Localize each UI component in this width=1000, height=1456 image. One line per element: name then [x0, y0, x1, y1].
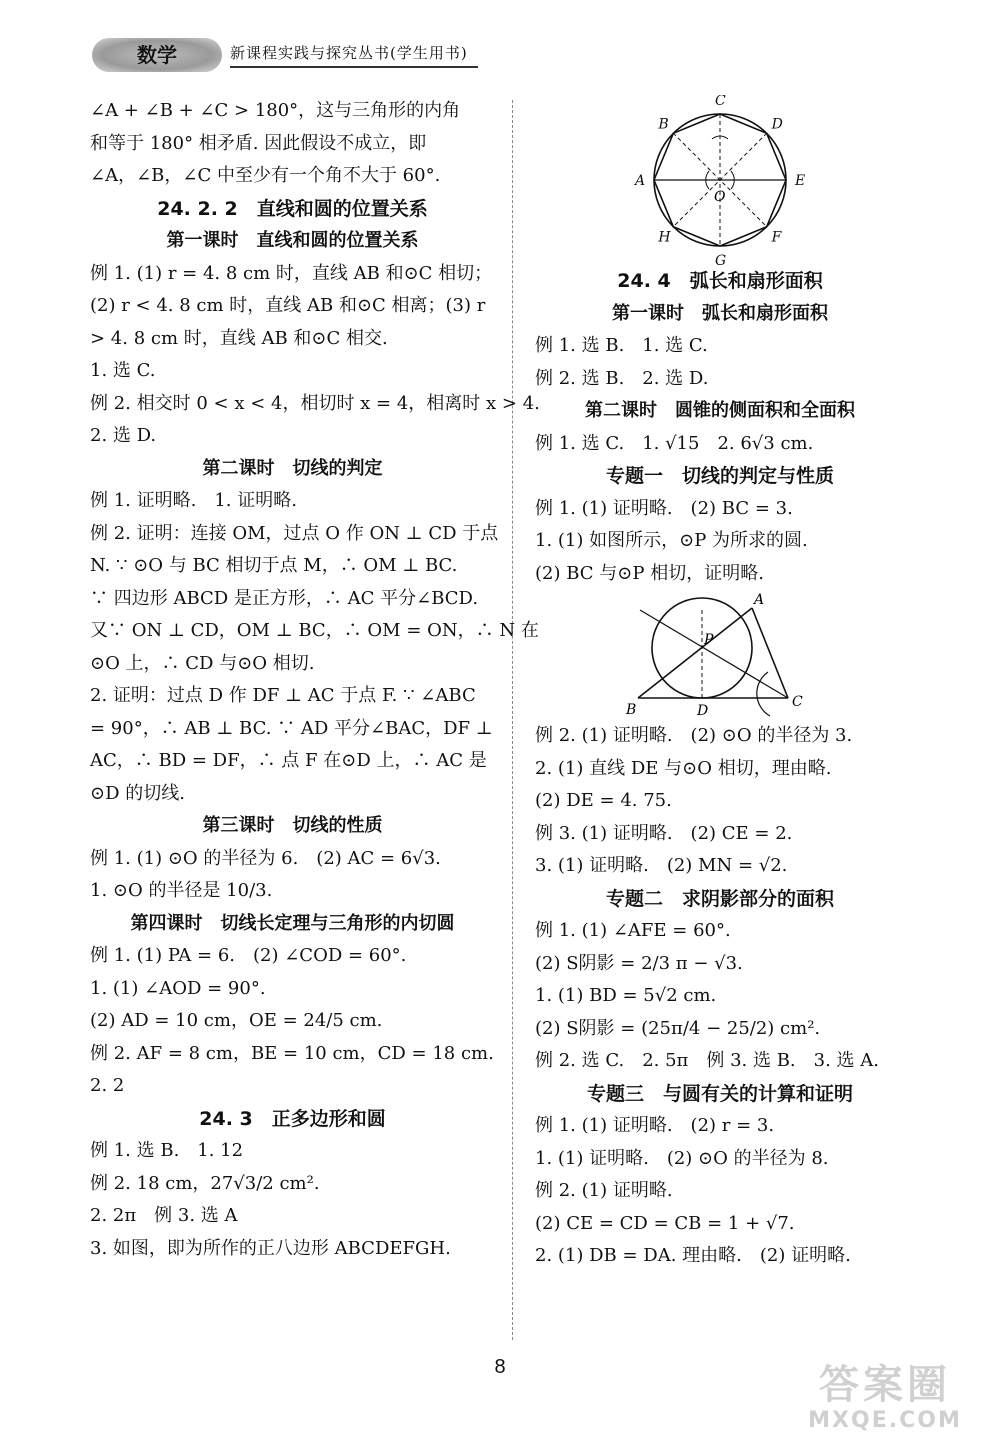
text-line: 1. (1) 如图所示，⊙P 为所求的圆.: [535, 530, 808, 551]
text-line: (2) S阴影 = (25π/4 − 25/2) cm².: [535, 1017, 821, 1039]
page-header: [92, 38, 482, 72]
label-b: B: [626, 702, 637, 718]
text-line: 例 1. (1) r = 4. 8 cm 时，直线 AB 和⊙C 相切；: [90, 262, 493, 284]
text-line: 2. 2π 例 3. 选 A: [90, 1205, 238, 1226]
text-line: (2) CE = CD = CB = 1 + √7.: [535, 1212, 795, 1234]
text-line: 1. (1) 证明略. (2) ⊙O 的半径为 8.: [535, 1147, 829, 1169]
text-line: 又∵ ON ⊥ CD，OM ⊥ BC，∴ OM = ON，∴ N 在: [90, 620, 539, 641]
text-line: 例 2. 选 C. 2. 5π 例 3. 选 B. 3. 选 A.: [535, 1050, 879, 1071]
topic-heading: 专题三 与圆有关的计算和证明: [586, 1082, 853, 1105]
vertex-label: A: [635, 173, 646, 189]
text-line: ⊙O 上，∴ CD 与⊙O 相切.: [90, 652, 315, 674]
text-line: ∠A + ∠B + ∠C > 180°，这与三角形的内角: [90, 100, 461, 121]
text-line: 例 1. (1) PA = 6. (2) ∠COD = 60°.: [90, 945, 407, 966]
text-line: 例 1. 选 C. 1. √15 2. 6√3 cm.: [535, 432, 814, 454]
left-column: [90, 95, 540, 1265]
vertex-label: G: [715, 253, 727, 265]
label-c: C: [792, 694, 803, 710]
topic-heading: 专题二 求阴影部分的面积: [605, 887, 834, 910]
page-number: 8: [494, 1356, 506, 1378]
watermark-site: MXQE.COM: [808, 1408, 962, 1433]
watermark: [790, 1362, 980, 1442]
text-line: (2) r < 4. 8 cm 时，直线 AB 和⊙C 相离；(3) r: [90, 295, 486, 316]
section-heading: 24. 4 弧长和扇形面积: [617, 270, 823, 292]
lesson-heading: 第二课时 圆锥的侧面积和全面积: [585, 400, 855, 421]
label-d: D: [697, 703, 709, 719]
text-line: 例 2. 选 B. 2. 选 D.: [535, 367, 709, 389]
series-title: 新课程实践与探究丛书(学生用书): [230, 40, 478, 68]
lesson-heading: 第二课时 切线的判定: [202, 457, 383, 479]
text-line: = 90°，∴ AB ⊥ BC. ∵ AD 平分∠BAC，DF ⊥: [90, 717, 493, 739]
lesson-heading: 第一课时 直线和圆的位置关系: [166, 230, 419, 251]
text-line: 例 2. (1) 证明略. (2) ⊙O 的半径为 3.: [535, 725, 853, 746]
center-label: O: [714, 189, 726, 205]
label-p: P: [704, 632, 714, 648]
lesson-heading: 第四课时 切线长定理与三角形的内切圆: [130, 912, 455, 934]
section-heading: 24. 3 正多边形和圆: [199, 1107, 386, 1130]
label-a: A: [754, 592, 765, 608]
text-line: 例 1. 选 B. 1. 12: [90, 1140, 244, 1161]
text-line: 例 2. 18 cm，27√3/2 cm².: [90, 1172, 320, 1194]
text-line: 例 1. (1) 证明略. (2) BC = 3.: [535, 497, 793, 519]
text-line: 1. (1) ∠AOD = 90°.: [90, 977, 266, 999]
text-line: 3. (1) 证明略. (2) MN = √2.: [535, 855, 788, 876]
topic-heading: 专题一 切线的判定与性质: [605, 465, 834, 487]
text-line: 例 1. 选 B. 1. 选 C.: [535, 335, 708, 356]
lesson-heading: 第三课时 切线的性质: [202, 815, 383, 836]
text-line: (2) S阴影 = 2/3 π − √3.: [535, 952, 743, 974]
octagon-figure: [630, 95, 810, 265]
subject-badge: 数学: [92, 38, 222, 72]
text-line: N. ∵ ⊙O 与 BC 相切于点 M，∴ OM ⊥ BC.: [90, 555, 458, 576]
text-line: ∵ 四边形 ABCD 是正方形，∴ AC 平分∠BCD.: [90, 587, 479, 609]
compass-arc: [757, 672, 770, 716]
text-line: 2. 证明：过点 D 作 DF ⊥ AC 于点 F. ∵ ∠ABC: [90, 685, 476, 706]
segment-ac: [752, 608, 788, 698]
text-line: 例 1. 证明略. 1. 证明略.: [90, 490, 297, 511]
watermark-logo: 答案圈: [819, 1362, 951, 1408]
text-line: 2. 2: [90, 1075, 125, 1096]
text-line: AC，∴ BD = DF，∴ 点 F 在⊙D 上，∴ AC 是: [90, 750, 487, 771]
text-line: 3. 如图，即为所作的正八边形 ABCDEFGH.: [90, 1237, 451, 1259]
text-line: 和等于 180° 相矛盾. 因此假设不成立，即: [90, 132, 427, 154]
vertex-label: D: [771, 116, 783, 133]
text-line: 2. (1) 直线 DE 与⊙O 相切，理由略.: [535, 757, 832, 779]
text-line: 例 1. (1) ⊙O 的半径为 6. (2) AC = 6√3.: [90, 847, 441, 869]
text-line: ⊙D 的切线.: [90, 782, 185, 804]
column-divider: [512, 100, 513, 1340]
text-line: (2) DE = 4. 75.: [535, 790, 672, 811]
text-line: 2. 选 D.: [90, 425, 157, 446]
vertex-label: E: [795, 173, 806, 189]
text-line: (2) BC 与⊙P 相切，证明略.: [535, 562, 764, 584]
text-line: 例 2. (1) 证明略.: [535, 1180, 673, 1201]
vertex-label: B: [658, 116, 669, 133]
section-heading: 24. 2. 2 直线和圆的位置关系: [157, 197, 428, 220]
text-line: 例 2. AF = 8 cm，BE = 10 cm，CD = 18 cm.: [90, 1042, 494, 1064]
text-line: 例 2. 相交时 0 < x < 4，相切时 x = 4，相离时 x > 4.: [90, 392, 540, 414]
vertex-label: H: [658, 229, 671, 246]
bisector-line: [640, 610, 788, 698]
text-line: 例 2. 证明：连接 OM，过点 O 作 ON ⊥ CD 于点: [90, 522, 499, 544]
lesson-heading: 第一课时 弧长和扇形面积: [612, 302, 828, 324]
text-line: 例 1. (1) 证明略. (2) r = 3.: [535, 1115, 775, 1136]
text-line: 2. (1) DB = DA. 理由略. (2) 证明略.: [535, 1245, 851, 1266]
vertex-label: F: [771, 229, 782, 246]
text-line: ∠A，∠B，∠C 中至少有一个角不大于 60°.: [90, 165, 441, 186]
vertex-label: C: [715, 95, 726, 109]
text-line: > 4. 8 cm 时，直线 AB 和⊙C 相交.: [90, 327, 388, 349]
text-line: 1. (1) BD = 5√2 cm.: [535, 985, 717, 1006]
text-line: 例 1. (1) ∠AFE = 60°.: [535, 920, 731, 941]
segment-ba: [638, 608, 752, 698]
text-line: 1. ⊙O 的半径是 10/3.: [90, 880, 273, 901]
text-line: (2) AD = 10 cm，OE = 24/5 cm.: [90, 1010, 383, 1031]
text-line: 1. 选 C.: [90, 360, 156, 381]
right-column: [535, 95, 905, 1273]
text-line: 例 3. (1) 证明略. (2) CE = 2.: [535, 822, 793, 844]
tangent-circle-figure: [620, 590, 820, 720]
